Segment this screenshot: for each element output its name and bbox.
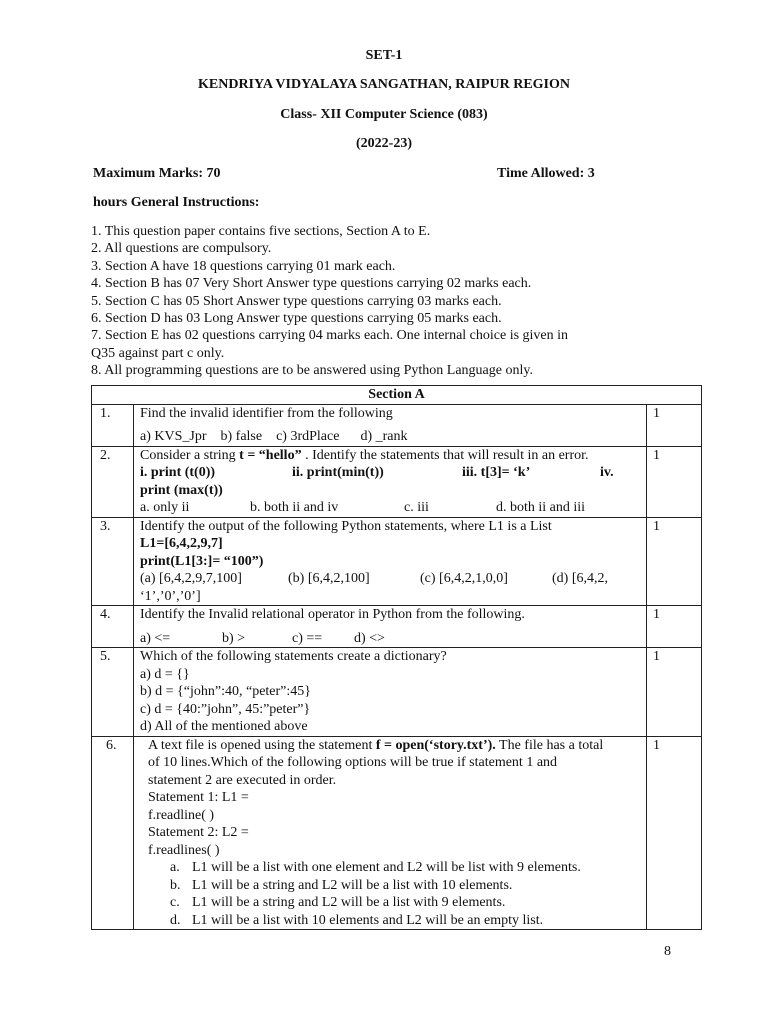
- question-marks: 1: [647, 517, 702, 606]
- option: (b) [6,4,2,100]: [288, 571, 370, 586]
- statement: Statement 2: L2 =: [148, 825, 249, 840]
- option: b) false: [220, 429, 263, 444]
- max-marks: Maximum Marks: 70: [93, 166, 221, 181]
- statement: Statement 1: L1 =: [148, 790, 249, 805]
- section-header-row: [92, 386, 702, 405]
- option: (d) [6,4,2,: [552, 571, 608, 586]
- option: a. L1 will be a list with one element and L2 will be list with 9 elements.: [170, 860, 581, 875]
- instruction-item: 8. All programming questions are to be answered using Python Language only.: [91, 363, 533, 379]
- question-marks: 1: [647, 404, 702, 446]
- question-body: [134, 517, 647, 606]
- question-number: 3.: [92, 517, 134, 606]
- option: b) d = {“john”:40, “peter”:45}: [140, 684, 312, 699]
- question-body: [134, 404, 647, 446]
- question-marks: 1: [647, 606, 702, 648]
- option: d) All of the mentioned above: [140, 719, 308, 734]
- statement: f.readlines( ): [148, 842, 220, 858]
- table-row: [92, 648, 702, 737]
- question-text: Consider a string t = “hello” . Identify the statements that will result in an error.: [140, 447, 589, 463]
- option: c) 3rdPlace: [276, 429, 340, 444]
- question-text: A text file is opened using the statement f = open(‘story.txt’). The file has a total: [148, 737, 604, 753]
- statement: iii. t[3]= ‘k’: [462, 465, 531, 480]
- option: b. L1 will be a string and L2 will be a list with 10 elements.: [170, 877, 513, 893]
- class-title: Class- XII Computer Science (083): [280, 107, 488, 122]
- set-label: SET-1: [365, 48, 403, 63]
- table-row: [92, 736, 702, 930]
- option: (c) [6,4,2,1,0,0]: [420, 571, 508, 586]
- options-line: [140, 570, 640, 588]
- question-marks: 1: [647, 446, 702, 517]
- year-title: (2022-23): [356, 136, 412, 151]
- question-text: Identify the Invalid relational operator in Python from the following.: [140, 607, 525, 622]
- option: b. both ii and iv: [250, 500, 339, 515]
- instructions-list: [91, 223, 631, 380]
- statement: ii. print(min(t)): [292, 465, 384, 480]
- option: d) <>: [354, 630, 385, 646]
- table-row: [92, 606, 702, 648]
- question-number: 2.: [92, 446, 134, 517]
- page-number: 8: [664, 944, 671, 959]
- question-number: 4.: [92, 606, 134, 648]
- org-title: KENDRIYA VIDYALAYA SANGATHAN, RAIPUR REGION: [198, 77, 570, 92]
- question-body: [134, 648, 647, 737]
- option: c) d = {40:”john”, 45:”peter”}: [140, 701, 311, 717]
- instruction-item: 4. Section B has 07 Very Short Answer type questions carrying 02 marks each.: [91, 276, 532, 292]
- table-row: [92, 404, 702, 446]
- option: a) KVS_Jpr: [140, 429, 207, 444]
- instruction-item: 3. Section A have 18 questions carrying 01 mark each.: [91, 258, 396, 274]
- statement: f.readline( ): [148, 807, 215, 823]
- time-allowed: Time Allowed: 3: [497, 166, 595, 181]
- question-number: 5.: [92, 648, 134, 737]
- code-line: L1=[6,4,2,9,7]: [140, 536, 223, 551]
- option: d. L1 will be a list with 10 elements and L2 will be an empty list.: [170, 912, 544, 928]
- options-line: [140, 499, 640, 517]
- question-marks: 1: [647, 648, 702, 737]
- question-body: [134, 446, 647, 517]
- table-row: [92, 446, 702, 517]
- question-body: [134, 606, 647, 648]
- option: c) ==: [292, 630, 323, 646]
- question-number: 1.: [92, 404, 134, 446]
- table-row: [92, 517, 702, 606]
- question-text: Which of the following statements create a dictionary?: [140, 649, 447, 664]
- statement: iv.: [600, 465, 614, 480]
- question-number: 6.: [92, 736, 134, 930]
- question-body: [134, 736, 647, 930]
- option: b) >: [222, 630, 246, 646]
- option: (a) [6,4,2,9,7,100]: [140, 571, 242, 586]
- question-text: Identify the output of the following Python statements, where L1 is a List: [140, 518, 552, 534]
- question-text: of 10 lines.Which of the following options will be true if statement 1 and: [148, 755, 558, 770]
- option: a) d = {}: [140, 666, 190, 682]
- statement: print (max(t)): [140, 482, 223, 498]
- option: a. only ii: [140, 500, 190, 515]
- option: d) _rank: [360, 429, 408, 444]
- option: d. both ii and iii: [496, 500, 586, 515]
- options-line: [140, 630, 640, 648]
- option-continued: ‘1’,’0’,’0’]: [140, 588, 201, 604]
- instructions-heading: hours General Instructions:: [93, 195, 260, 210]
- instruction-item: 6. Section D has 03 Long Answer type questions carrying 05 marks each.: [91, 311, 502, 327]
- instruction-item: 5. Section C has 05 Short Answer type questions carrying 03 marks each.: [91, 293, 502, 309]
- code-line: print(L1[3:]= “100”): [140, 553, 264, 569]
- question-text: Find the invalid identifier from the following: [140, 405, 393, 421]
- option: a) <=: [140, 630, 171, 646]
- instruction-item: 7. Section E has 02 questions carrying 04 marks each. One internal choice is given in: [91, 328, 569, 344]
- instruction-item: 1. This question paper contains five sections, Section A to E.: [91, 224, 431, 239]
- instruction-item: 2. All questions are compulsory.: [91, 241, 272, 257]
- section-a-table: [91, 385, 702, 930]
- section-title: Section A: [92, 386, 702, 405]
- question-marks: 1: [647, 736, 702, 930]
- question-text: statement 2 are executed in order.: [148, 772, 337, 788]
- statement: i. print (t(0)): [140, 465, 216, 480]
- option: c. iii: [404, 500, 429, 515]
- instruction-item: Q35 against part c only.: [91, 345, 225, 361]
- options-line: [140, 428, 640, 446]
- option: c. L1 will be a string and L2 will be a list with 9 elements.: [170, 895, 506, 910]
- statements-line: [140, 464, 640, 482]
